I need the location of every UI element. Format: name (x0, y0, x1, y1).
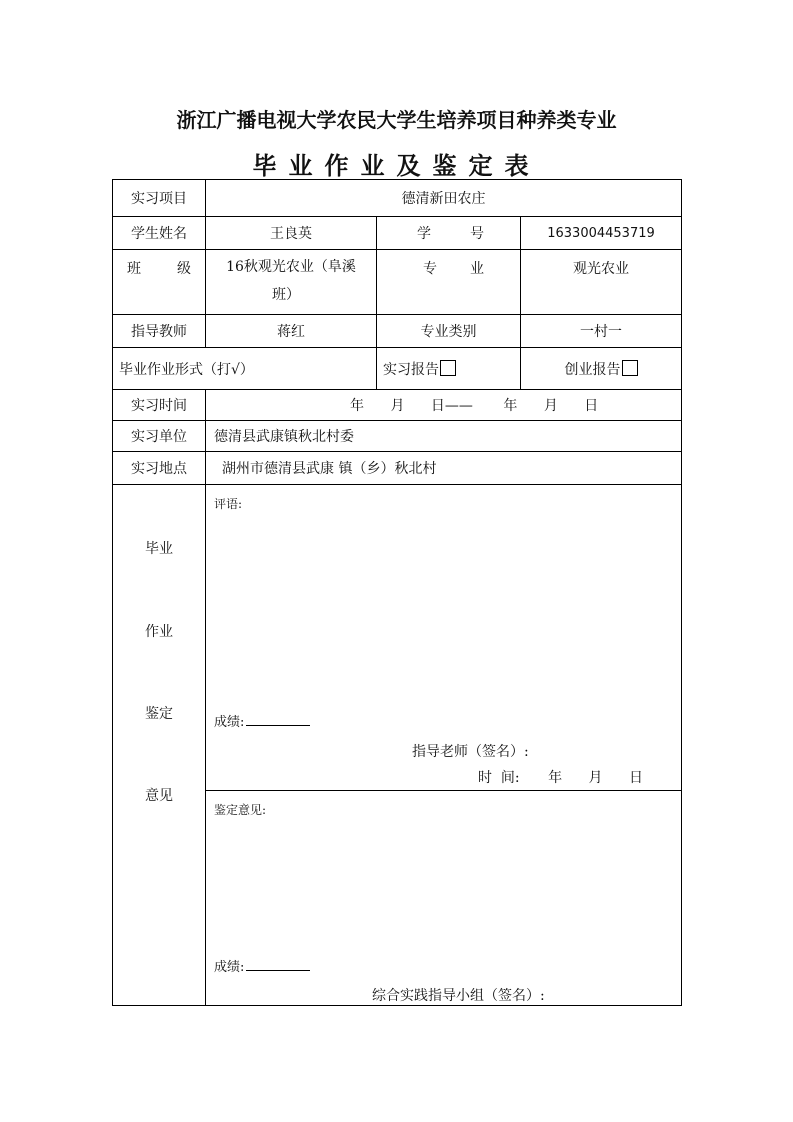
form-title: 毕业作业及鉴定表 (252, 152, 541, 180)
class-label-char-1: 班 (127, 261, 141, 277)
time-month-2: 月 (543, 398, 558, 414)
row-place (113, 452, 682, 485)
side-label-4: 意见 (145, 788, 173, 804)
score-label: 成绩: (214, 715, 245, 730)
score-field-2 (214, 956, 310, 975)
date-time-label: 时 间: (478, 770, 520, 786)
name-label: 学生姓名 (113, 217, 206, 250)
class-label-char-2: 级 (177, 261, 191, 277)
score-line-2[interactable] (246, 960, 310, 971)
appraisal-area[interactable] (206, 791, 682, 1006)
unit-value: 德清县武康镇秋北村委 (206, 421, 682, 452)
date-year: 年 (548, 770, 563, 786)
appraisal-label: 鉴定意见: (214, 803, 267, 817)
time-day-2: 日 (584, 398, 599, 414)
comment-label: 评语: (214, 497, 243, 511)
class-label (113, 250, 206, 315)
group-sign: 综合实践指导小组（签名）: (372, 988, 545, 1004)
date-month: 月 (588, 770, 603, 786)
date-day: 日 (628, 770, 643, 786)
student-id-label-char-1: 学 (417, 226, 431, 242)
comment-area[interactable] (206, 485, 682, 791)
major-label-char-1: 专 (423, 261, 437, 277)
major-label (377, 250, 521, 315)
major-label-char-2: 业 (470, 261, 484, 277)
time-month-1: 月 (390, 398, 405, 414)
teacher-value: 蒋红 (206, 315, 377, 348)
project-label: 实习项目 (113, 180, 206, 217)
option-internship-label: 实习报告 (383, 361, 439, 378)
appraisal-form-table (112, 179, 682, 1006)
student-id-label (377, 217, 521, 250)
date-line (478, 767, 643, 787)
unit-label: 实习单位 (113, 421, 206, 452)
advisor-sign: 指导老师（签名）: (412, 744, 529, 760)
row-comment (113, 485, 682, 791)
place-value: 湖州市德清县武康 镇（乡）秋北村 (206, 452, 682, 485)
student-id-value: 1633004453719 (521, 217, 682, 250)
option-startup[interactable] (521, 348, 682, 390)
row-time (113, 390, 682, 421)
time-year-2: 年 (503, 398, 518, 414)
class-value-line-2: 班） (272, 287, 300, 303)
score-line[interactable] (246, 715, 310, 726)
form-type-label: 毕业作业形式（打√） (113, 348, 377, 390)
place-label: 实习地点 (113, 452, 206, 485)
score-label-2: 成绩: (214, 960, 245, 975)
row-form-type (113, 348, 682, 390)
major-type-label: 专业类别 (377, 315, 521, 348)
internship-checkbox[interactable] (440, 360, 456, 376)
row-unit (113, 421, 682, 452)
major-value: 观光农业 (521, 250, 682, 315)
class-value (206, 250, 377, 315)
startup-checkbox[interactable] (622, 360, 638, 376)
name-value: 王良英 (206, 217, 377, 250)
row-teacher (113, 315, 682, 348)
row-class (113, 250, 682, 315)
option-internship[interactable] (377, 348, 521, 390)
side-label-3: 鉴定 (145, 706, 173, 722)
project-value: 德清新田农庄 (206, 180, 682, 217)
appraisal-side-label (113, 485, 206, 1006)
time-value (206, 390, 682, 421)
time-label: 实习时间 (113, 390, 206, 421)
option-startup-label: 创业报告 (564, 361, 621, 378)
row-name (113, 217, 682, 250)
side-label-1: 毕业 (145, 541, 173, 557)
major-type-value: 一村一 (521, 315, 682, 348)
score-field (214, 711, 310, 730)
page-title: 浙江广播电视大学农民大学生培养项目种养类专业 (176, 108, 617, 132)
class-value-line-1: 16秋观光农业（阜溪 (226, 259, 356, 275)
time-year-1: 年 (350, 398, 364, 414)
student-id-label-char-2: 号 (470, 226, 484, 242)
side-label-2: 作业 (145, 624, 173, 640)
time-day-1: 日—— (430, 398, 473, 414)
row-project (113, 180, 682, 217)
teacher-label: 指导教师 (113, 315, 206, 348)
